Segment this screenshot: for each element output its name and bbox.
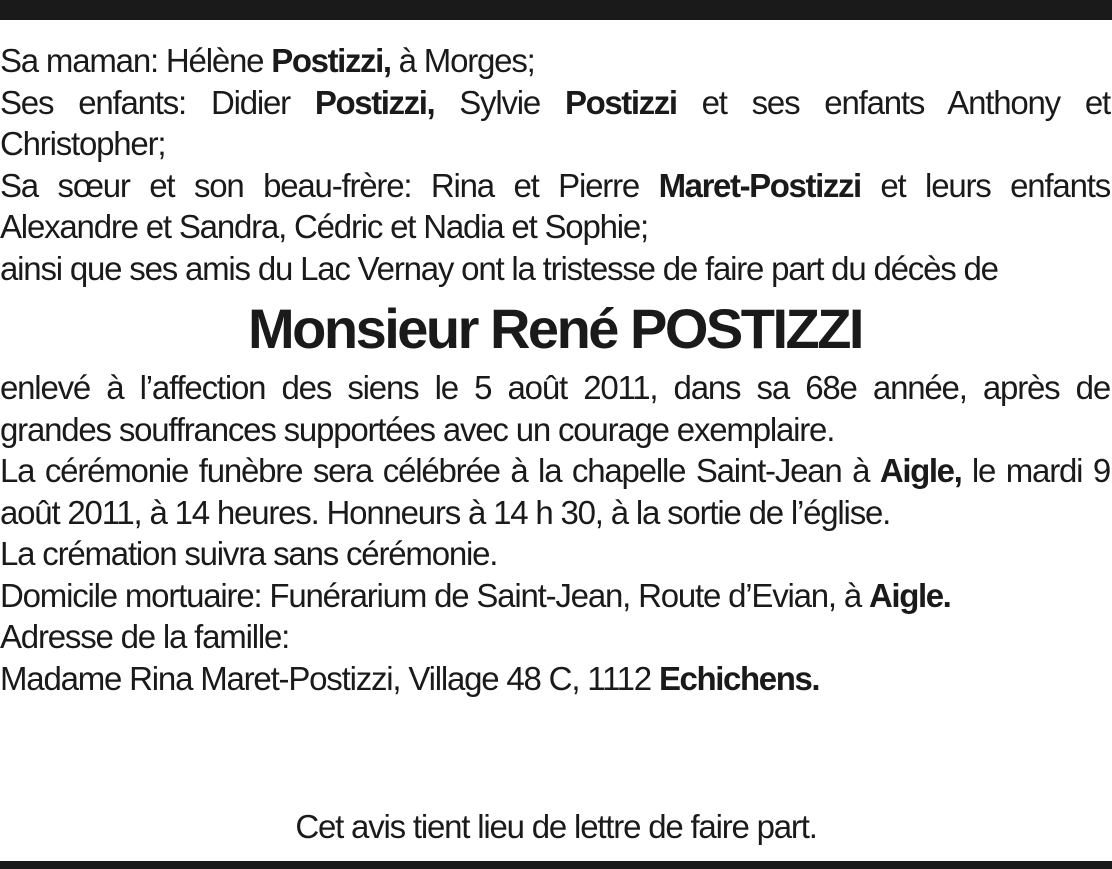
family-address-label-text: Adresse de la famille: bbox=[0, 618, 290, 655]
sister-surname: Maret-Postizzi bbox=[658, 166, 861, 204]
sister-children-text: et leurs enfants Alexandre et Sandra, Cédric et Nadia et Sophie; bbox=[0, 166, 1110, 245]
cremation-text: La crémation suivra sans cérémonie. bbox=[0, 535, 498, 572]
grandchildren-text: et ses enfants Anthony et Christopher; bbox=[0, 83, 1111, 162]
domicile-place: Aigle. bbox=[869, 576, 951, 614]
child-surname-2: Postizzi bbox=[564, 83, 677, 121]
deceased-name: Monsieur René POSTIZZI bbox=[248, 297, 862, 360]
top-rule bbox=[0, 0, 1112, 20]
sister-line bbox=[0, 165, 1110, 248]
mother-surname: Postizzi, bbox=[271, 42, 391, 79]
closing-note: Cet avis tient lieu de lettre de faire part. bbox=[295, 808, 817, 845]
children-line bbox=[0, 82, 1110, 165]
family-address-line bbox=[0, 658, 1110, 700]
domicile-line bbox=[0, 575, 1110, 617]
ceremony-place: Aigle, bbox=[879, 452, 962, 489]
child-surname-1: Postizzi, bbox=[314, 83, 435, 121]
family-address-label bbox=[0, 616, 1110, 658]
ceremony-time: le mardi 9 août 2011, à 14 heures. Honneurs à 14 h 30, à la sortie de l’église. bbox=[0, 452, 1111, 531]
bottom-rule bbox=[0, 861, 1112, 869]
domicile-text: Domicile mortuaire: Funérarium de Saint-Jean, Route d’Evian, à bbox=[0, 576, 869, 614]
mother-text: Sa maman: Hélène bbox=[0, 42, 272, 79]
family-address-text: Madame Rina Maret-Postizzi, Village 48 C, 1112 bbox=[0, 659, 659, 697]
children-text: Ses enfants: Didier bbox=[0, 83, 315, 121]
ceremony-line bbox=[0, 450, 1110, 533]
obituary-notice bbox=[0, 40, 1110, 699]
cremation-line bbox=[0, 533, 1110, 575]
passing-text: enlevé à l’affection des siens le 5 août 2011, dans sa 68e année, après de grandes souffrances supportées avec un courage exemplaire. bbox=[0, 369, 1110, 448]
mother-place: à Morges; bbox=[390, 42, 535, 79]
passing-line bbox=[0, 367, 1110, 450]
ceremony-text: La cérémonie funèbre sera célébrée à la chapelle Saint-Jean à bbox=[0, 452, 880, 489]
sister-text: Sa sœur et son beau-frère: Rina et Pierre bbox=[0, 166, 659, 204]
children-text-2: Sylvie bbox=[434, 83, 565, 121]
friends-line bbox=[0, 248, 1110, 290]
friends-text: ainsi que ses amis du Lac Vernay ont la tristesse de faire part du décès de bbox=[0, 249, 998, 287]
mother-line bbox=[0, 40, 1110, 82]
family-address-town: Echichens. bbox=[658, 659, 820, 697]
